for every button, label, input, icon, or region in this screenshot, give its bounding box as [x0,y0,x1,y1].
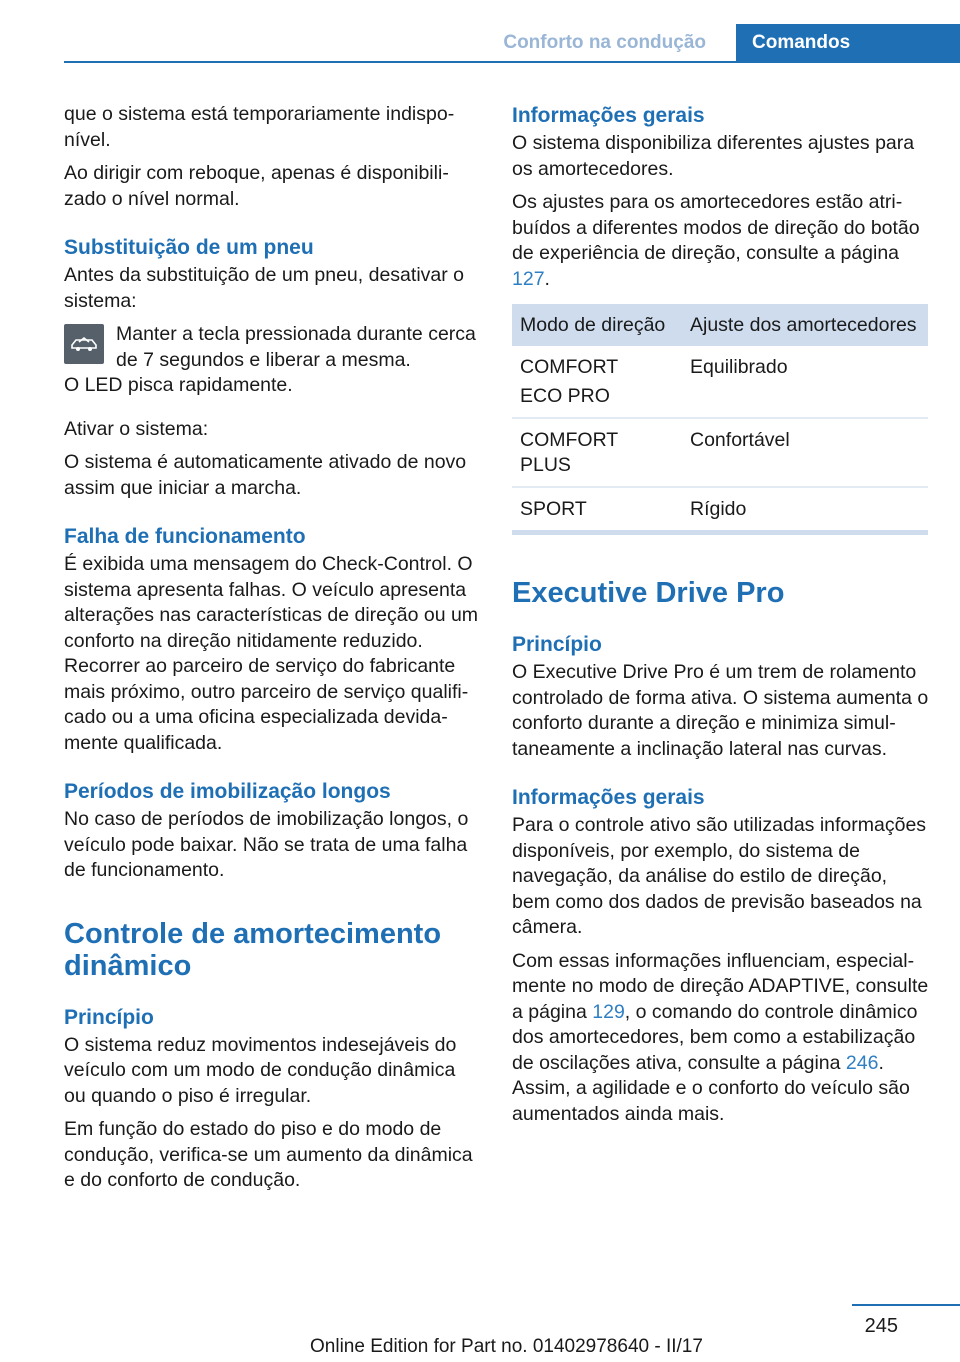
text: , o comando do controle dinâmico dos amortecedores, bem como a estabilização de oscilações ativa, consulte a página [512,1000,918,1074]
heading-principle: Princípio [64,1005,154,1029]
text: . [544,267,550,290]
header-section-tab[interactable]: Conforto na condução [503,32,706,53]
button-instruction-text: Manter a tecla pressionada durante cerca de 7 segundos e liberar a mesma. [116,323,476,371]
table-row [512,346,928,418]
page-link-246[interactable]: 246 [845,1051,879,1074]
paragraph: No caso de períodos de imobilização longos, o veículo pode baixar. Não se trata de uma falha de funcionamento. [64,808,469,881]
heading-long-idle: Períodos de imobilização longos [64,780,391,803]
table-cell-setting: Rígido [682,487,928,533]
heading-malfunction: Falha de funcionamento [64,525,306,548]
heading-principle: Princípio [512,633,602,656]
heading-general-info: Informações gerais [512,104,705,127]
page-link-127[interactable]: 127 [512,267,545,290]
page-number: 245 [864,1315,898,1337]
heading-general-info: Informações gerais [512,786,705,809]
right-column [512,100,930,1135]
heading-dynamic-damping: Controle de amortecimento dinâmico [64,917,442,982]
mode-name: COMFORT [520,356,619,378]
column-header-mode: Modo de direção [512,304,682,346]
paragraph: O Executive Drive Pro é um trem de rolamento controlado de forma ativa. O sistema aumenta o conforto durante a direção e minimiza simultaneamente a inclinação lateral nas curvas. [512,661,929,760]
left-column [64,100,480,1202]
paragraph: Para o controle ativo são utilizadas informações disponíveis, por exemplo, do sistema de navegação, da análise do estilo de direção, bem como dos dados de previsão baseados na câmera. [512,814,927,938]
table-cell-mode [512,346,682,418]
paragraph: Ativar o sistema: [64,417,209,440]
edition-footer: Online Edition for Part no. 01402978640 - II/17 [310,1336,703,1357]
paragraph [512,190,930,292]
paragraph: O sistema reduz movimentos indesejáveis do veículo com um modo de condução dinâmica ou quando o piso é irregular. [64,1033,457,1107]
text: . Assim, a agilidade e o conforto do veículo são aumentados ainda mais. [512,1051,910,1125]
mode-name: ECO PRO [520,385,610,407]
heading-tire-change: Substituição de um pneu [64,236,314,259]
text: Com essas informações influenciam, especialmente no modo de direção ADAPTIVE, consulte a página [512,949,929,1023]
paragraph [512,949,930,1128]
table-row [512,418,928,487]
paragraph: É exibida uma mensagem do Check-Control. O sistema apresenta falhas. O veículo apresenta alterações nas características de direção ou um conforto na direção nitidamente reduzido. Recorrer ao parceiro de serviço do fabricante mais próximo, outro parceiro de serviço qualificado ou a uma oficina especializada devidamente qualificada. [64,553,479,754]
column-header-setting: Ajuste dos amortecedores [682,304,928,346]
paragraph: Antes da substituição de um pneu, desativar o sistema: [64,264,464,312]
paragraph: O LED pisca rapidamente. [64,374,293,396]
button-instruction [64,322,480,373]
text: Os ajustes para os amortecedores estão atribuídos a diferentes modos de direção do botão de experiência de direção, consulte a página [512,191,920,264]
table-cell-setting: Equilibrado [682,346,928,418]
header-chapter-tab[interactable]: Comandos [736,24,960,62]
table-header-row [512,304,928,346]
table-row [512,487,928,533]
paragraph: Em função do estado do piso e do modo de condução, verifica-se um aumento da dinâmica e do conforto de condução. [64,1118,473,1191]
table-cell-mode: COMFORT PLUS [512,418,682,487]
page-link-129[interactable]: 129 [592,1000,625,1023]
paragraph: Ao dirigir com reboque, apenas é disponibilizado o nível normal. [64,162,449,210]
car-lift-button-icon [64,324,104,364]
paragraph: O sistema disponibiliza diferentes ajustes para os amortecedores. [512,132,915,180]
heading-executive-drive-pro: Executive Drive Pro [512,577,785,609]
table-cell-setting: Confortável [682,418,928,487]
paragraph: O sistema é automaticamente ativado de novo assim que iniciar a marcha. [64,451,467,499]
damper-settings-table [512,304,928,535]
footer-rule [852,1304,960,1306]
paragraph: que o sistema está temporariamente indisponível. [64,103,455,151]
table-cell-mode: SPORT [512,487,682,533]
